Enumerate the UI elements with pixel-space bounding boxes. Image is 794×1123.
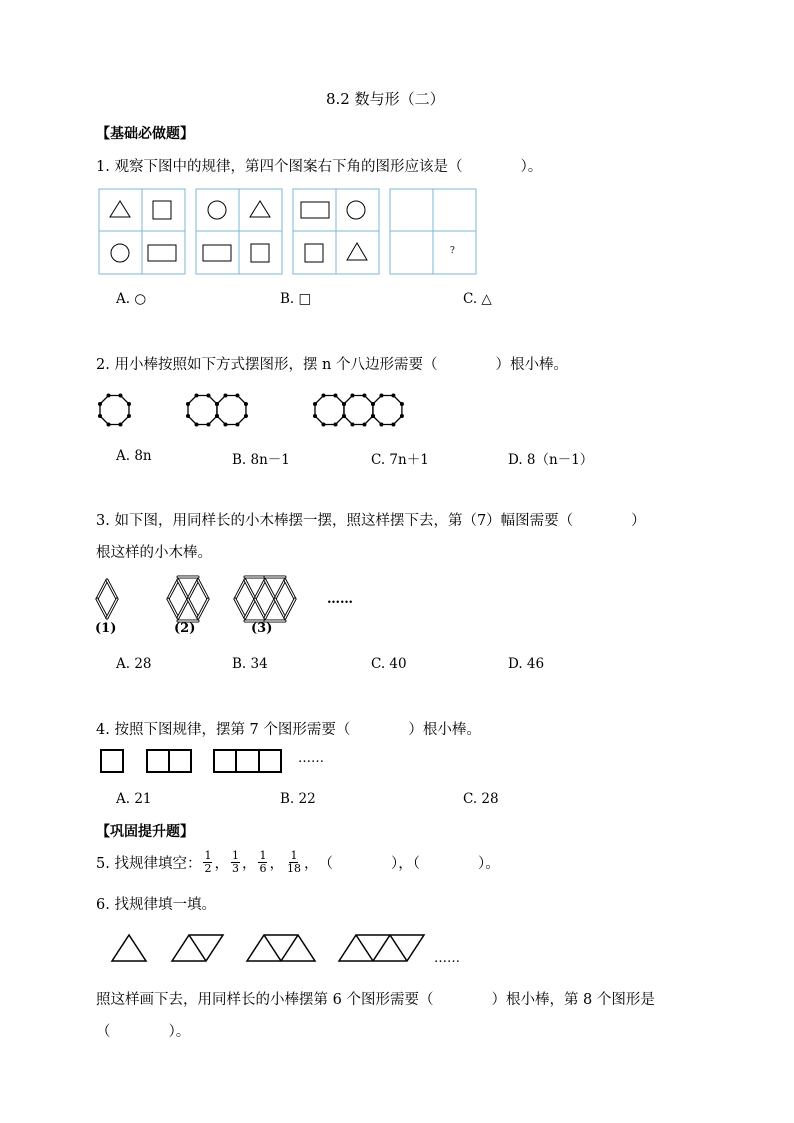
question-6-line2: （ ）。 — [96, 1024, 191, 1040]
question-3-option-a[interactable]: A. 28 — [116, 656, 152, 672]
question-1-option-a[interactable]: A. ○ — [116, 291, 147, 307]
question-6-line1: 照这样画下去，用同样长的小棒摆第 6 个图形需要（ ）根小棒，第 8 个图形是 — [96, 992, 655, 1008]
section-heading-basic: 【基础必做题】 — [96, 126, 194, 142]
question-6-text: 6. 找规律填一填。 — [96, 897, 216, 913]
question-4-option-b[interactable]: B. 22 — [280, 791, 316, 807]
question-3-label-3: (3) — [251, 621, 273, 636]
question-3-ellipsis: …… — [327, 592, 353, 607]
question-6-ellipsis: …… — [434, 951, 460, 966]
question-3-option-d[interactable]: D. 46 — [508, 656, 545, 672]
question-3-label-2: (2) — [174, 621, 196, 636]
question-2-option-a[interactable]: A. 8n — [116, 448, 152, 464]
question-5-line: 5. 找规律填空： $\frac{1}{2}$ ， $\frac{1}{3}$ ， $\frac{1}{6}$ ， $\frac{1}{18}$ ， （ ），（ ）。 — [96, 849, 500, 875]
question-3-label-1: (1) — [95, 621, 117, 636]
question-4-text: 4. 按照下图规律，摆第 7 个图形需要（ ）根小棒。 — [96, 722, 481, 738]
question-2-option-b[interactable]: B. 8n－1 — [232, 452, 290, 468]
question-3-option-c[interactable]: C. 40 — [371, 656, 407, 672]
fraction-4: $\frac{1}{18}$ — [286, 849, 301, 875]
question-2-text: 2. 用小棒按照如下方式摆图形，摆 n 个八边形需要（ ）根小棒。 — [96, 357, 568, 373]
fraction-2: $\frac{1}{3}$ — [231, 849, 239, 875]
question-3-option-b[interactable]: B. 34 — [232, 656, 268, 672]
question-1-text: 1. 观察下图中的规律，第四个图案右下角的图形应该是（ ）。 — [96, 159, 543, 175]
fraction-1: $\frac{1}{2}$ — [204, 849, 212, 875]
section-heading-advanced: 【巩固提升题】 — [96, 824, 194, 840]
question-1-option-c[interactable]: C. △ — [463, 291, 492, 307]
question-1-unknown-mark: ? — [450, 246, 455, 256]
page-title: 8.2 数与形（二） — [326, 90, 445, 108]
fraction-3: $\frac{1}{6}$ — [259, 849, 267, 875]
question-4-ellipsis: …… — [298, 751, 324, 766]
question-4-option-a[interactable]: A. 21 — [116, 791, 152, 807]
question-2-option-c[interactable]: C. 7n＋1 — [371, 452, 429, 468]
question-5-prefix: 5. 找规律填空： — [96, 856, 202, 872]
question-3-text-line1: 3. 如下图，用同样长的小木棒摆一摆，照这样摆下去，第（7）幅图需要（ ） — [96, 513, 646, 529]
question-3-text-line2: 根这样的小木棒。 — [96, 545, 212, 561]
question-5-blanks[interactable]: （ ），（ ）。 — [318, 856, 500, 872]
question-2-option-d[interactable]: D. 8（n－1） — [508, 452, 594, 468]
question-4-option-c[interactable]: C. 28 — [463, 791, 499, 807]
question-1-option-b[interactable]: B. □ — [280, 291, 312, 307]
